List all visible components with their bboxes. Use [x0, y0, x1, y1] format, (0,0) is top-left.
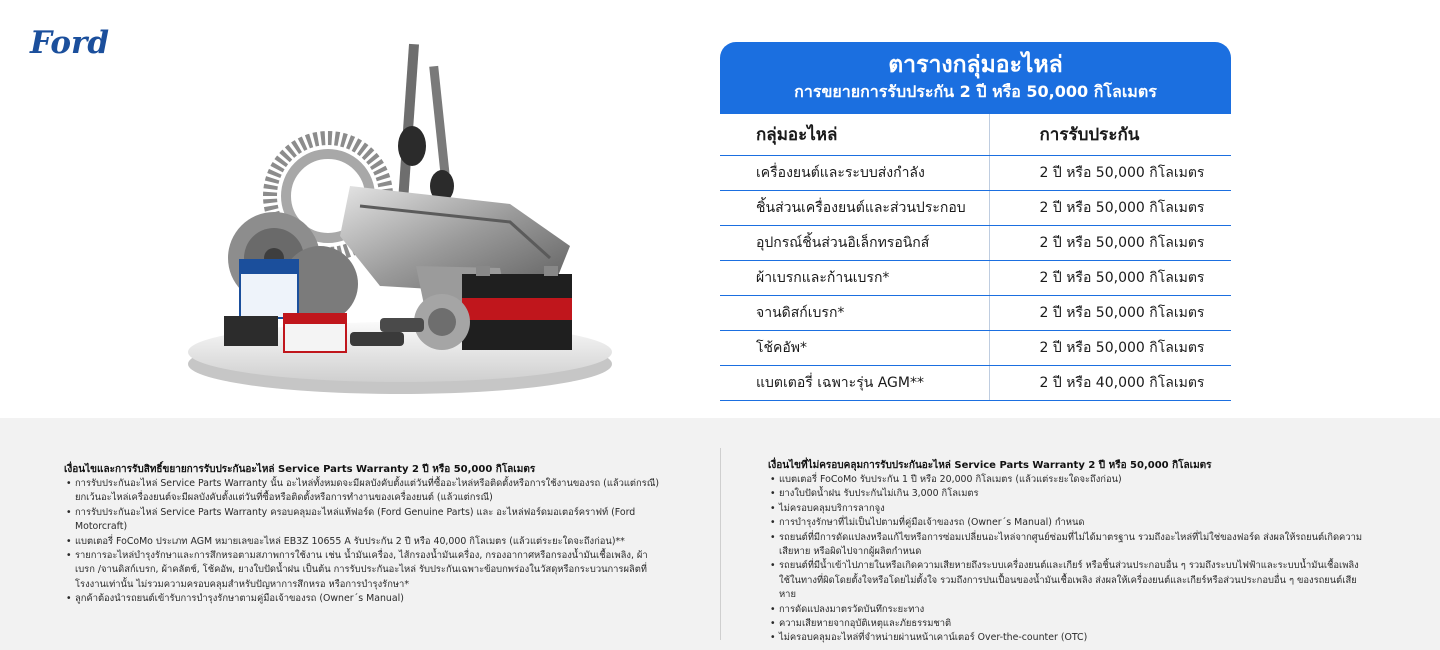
warranty-cell: 2 ปี หรือ 50,000 กิโลเมตร	[989, 190, 1231, 225]
warranty-cell: 2 ปี หรือ 40,000 กิโลเมตร	[989, 365, 1231, 400]
table-row	[720, 155, 1231, 190]
column-header-warranty: การรับประกัน	[989, 114, 1231, 155]
list-item: • รถยนต์ที่มีการดัดแปลงหรือแก้ไขหรือการซ่อมเปลี่ยนอะไหล่จากศูนย์ซ่อมที่ไม่ได้มาตรฐาน รวมถึงอะไหล่ที่ไม่ใช่ของฟอร์ด ส่งผลให้รถยนต์เกิดความเสียหาย หรือผิดไปจากผู้ผลิตกำหนด	[768, 531, 1368, 560]
list-item: • รายการอะไหล่บำรุงรักษาและการสึกหรอตามสภาพการใช้งาน เช่น น้ำมันเครื่อง, ไส้กรองน้ำมันเครื่อง, กรองอากาศหรือกรองน้ำมันเชื้อเพลิง, ผ้าเบรก /จานดิสก์เบรก, ผ้าคลัตช์, โช้คอัพ, ยางใบปัดน้ำฝน เป็นต้น การรับประกันอะไหล่ รับประกันเฉพาะข้อบกพร่องในวัสดุหรือกระบวนการผลิตที่โรงงานเท่านั้น ไม่รวมความครอบคลุมสำหรับปัญหาการสึกหรอ หรือการบำรุงรักษา*	[64, 549, 664, 592]
list-item: • การบำรุงรักษาที่ไม่เป็นไปตามที่คู่มือเจ้าของรถ (Owner´s Manual) กำหนด	[768, 516, 1368, 530]
list-item: • ไม่ครอบคลุมอะไหล่ที่จำหน่ายผ่านหน้าเคาน์เตอร์ Over-the-counter (OTC)	[768, 631, 1368, 645]
ford-logo-text: Ford	[30, 25, 109, 60]
ford-logo[interactable]	[28, 24, 112, 60]
table-subtitle: การขยายการรับประกัน 2 ปี หรือ 50,000 กิโลเมตร	[794, 82, 1157, 101]
parts-group-cell: ผ้าเบรกและก้านเบรก*	[720, 260, 989, 295]
parts-group-cell: โช้คอัพ*	[720, 330, 989, 365]
list-item: • รถยนต์ที่มีน้ำเข้าไปภายในหรือเกิดความเสียหายถึงระบบเครื่องยนต์และเกียร์ หรือชิ้นส่วนประกอบอื่น ๆ รวมถึงระบบไฟฟ้าและระบบน้ำมันเชื้อเพลิง ใช้ในทางที่ผิดโดยตั้งใจหรือโดยไม่ตั้งใจ รวมถึงการปนเปื้อนของน้ำมันเชื้อเพลิง ส่งผลให้เครื่องยนต์และเกียร์หรือส่วนประกอบอื่น ๆ ของรถยนต์เสียหาย	[768, 559, 1368, 602]
list-item: • การดัดแปลงมาตรวัดบันทึกระยะทาง	[768, 603, 1368, 617]
conditions-list	[64, 477, 664, 607]
warranty-cell: 2 ปี หรือ 50,000 กิโลเมตร	[989, 330, 1231, 365]
warranty-cell: 2 ปี หรือ 50,000 กิโลเมตร	[989, 225, 1231, 260]
parts-group-cell: เครื่องยนต์และระบบส่งกำลัง	[720, 155, 989, 190]
table-row	[720, 330, 1231, 365]
conditions-section	[64, 462, 664, 607]
table-header-row	[720, 114, 1231, 155]
table-row	[720, 365, 1231, 400]
list-item: • ลูกค้าต้องนำรถยนต์เข้ารับการบำรุงรักษาตามคู่มือเจ้าของรถ (Owner´s Manual)	[64, 592, 664, 606]
parts-group-cell: จานดิสก์เบรก*	[720, 295, 989, 330]
list-item: • การรับประกันอะไหล่ Service Parts Warranty ครอบคลุมอะไหล่แท้ฟอร์ด (Ford Genuine Parts) และ อะไหล่ฟอร์ดมอเตอร์คราฟท์ (Ford Motorcraft)	[64, 506, 664, 535]
footer-divider	[720, 448, 721, 640]
conditions-title: เงื่อนไขและการรับสิทธิ์ขยายการรับประกันอะไหล่ Service Parts Warranty 2 ปี หรือ 50,000 กิโลเมตร	[64, 464, 536, 475]
list-item: • การรับประกันอะไหล่ Service Parts Warranty นั้น อะไหล่ทั้งหมดจะมีผลบังคับตั้งแต่วันที่ซื้ออะไหล่หรือติดตั้งหรือการใช้งานของรถ (แล้วแต่กรณี) ยกเว้นอะไหล่เครื่องยนต์จะมีผลบังคับตั้งแต่วันที่ซื้อหรือติดตั้งหรือการทำงานของเครื่องยนต์ (แล้วแต่กรณี)	[64, 477, 664, 506]
table-row	[720, 295, 1231, 330]
exclusions-list	[768, 473, 1368, 646]
exclusions-section	[768, 458, 1368, 646]
auto-parts-photo	[180, 36, 620, 398]
parts-group-cell: ชิ้นส่วนเครื่องยนต์และส่วนประกอบ	[720, 190, 989, 225]
list-item: • แบตเตอรี่ FoCoMo ประเภท AGM หมายเลขอะไหล่ EB3Z 10655 A รับประกัน 2 ปี หรือ 40,000 กิโลเมตร (แล้วแต่ระยะใดจะถึงก่อน)**	[64, 535, 664, 549]
parts-group-cell: อุปกรณ์ชิ้นส่วนอิเล็กทรอนิกส์	[720, 225, 989, 260]
list-item: • ยางใบปัดน้ำฝน รับประกันไม่เกิน 3,000 กิโลเมตร	[768, 487, 1368, 501]
terms-footer	[0, 418, 1440, 650]
warranty-cell: 2 ปี หรือ 50,000 กิโลเมตร	[989, 260, 1231, 295]
warranty-cell: 2 ปี หรือ 50,000 กิโลเมตร	[989, 295, 1231, 330]
column-header-parts-group: กลุ่มอะไหล่	[720, 114, 989, 155]
table-row	[720, 225, 1231, 260]
list-item: • ไม่ครอบคลุมบริการลากจูง	[768, 502, 1368, 516]
parts-group-cell: แบตเตอรี่ เฉพาะรุ่น AGM**	[720, 365, 989, 400]
list-item: • แบตเตอรี่ FoCoMo รับประกัน 1 ปี หรือ 20,000 กิโลเมตร (แล้วแต่ระยะใดจะถึงก่อน)	[768, 473, 1368, 487]
table-row	[720, 190, 1231, 225]
table-title: ตารางกลุ่มอะไหล่	[888, 52, 1063, 78]
table-row	[720, 260, 1231, 295]
table-header	[720, 42, 1231, 114]
exclusions-title: เงื่อนไขที่ไม่ครอบคลุมการรับประกันอะไหล่ Service Parts Warranty 2 ปี หรือ 50,000 กิโลเมตร	[768, 460, 1212, 471]
warranty-table-card	[720, 42, 1231, 401]
list-item: • ความเสียหายจากอุบัติเหตุและภัยธรรมชาติ	[768, 617, 1368, 631]
warranty-table	[720, 114, 1231, 401]
warranty-cell: 2 ปี หรือ 50,000 กิโลเมตร	[989, 155, 1231, 190]
